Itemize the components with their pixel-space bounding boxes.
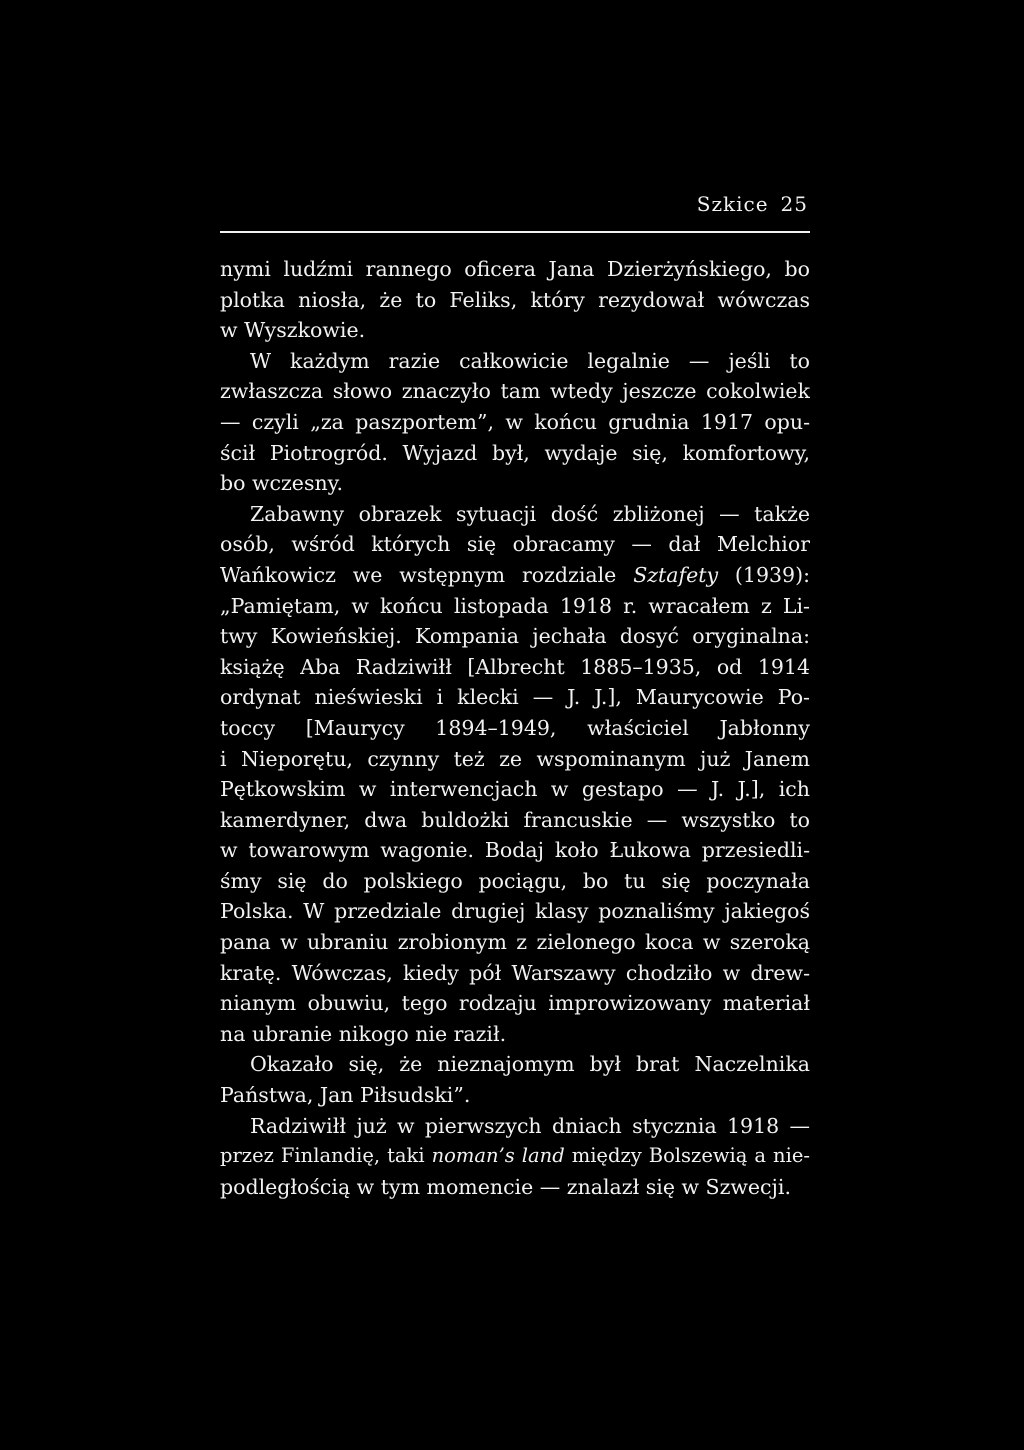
text-line [220,285,810,316]
italic-title: Sztafety [633,562,719,587]
text-line [220,866,810,897]
line-text: kamerdyner, dwa buldożki francuskie — wszystko to [220,807,810,832]
line-text: książę Aba Radziwiłł [Albrecht 1885–1935, od 1914 [220,654,810,679]
text-line [220,468,810,499]
line-text: nianym obuwiu, tego rodzaju improwizowany materiał [220,991,810,1016]
text-line [220,315,810,346]
line-text: nymi ludźmi rannego oficera Jana Dzierżyńskiego, bo [220,257,810,281]
line-text: na ubranie nikogo nie raził. [220,1021,507,1046]
line-text: pana w ubraniu zrobionym z zielonego koca w szeroką [220,930,810,955]
line-text: bo wczesny. [220,471,344,496]
text-line [220,652,810,683]
line-text: Polska. W przedziale drugiej klasy poznaliśmy jakiegoś [220,899,810,924]
line-text: Wańkowicz we wstępnym rozdziale [220,562,634,587]
line-text: w Wyszkowie. [220,318,366,343]
line-text: śmy się do polskiego pociągu, bo tu się poczynała [220,868,810,893]
running-title: Szkice [696,192,769,216]
text-line [220,621,810,652]
line-text-after: (1939): [718,562,810,587]
text-line [220,591,810,622]
text-line [220,835,810,866]
line-text: Zabawny obrazek sytuacji dość zbliżonej — także [250,501,810,526]
line-text: toccy [Maurycy 1894–1949, właściciel Jabłonny [220,715,810,740]
line-text: Państwa, Jan Piłsudski”. [220,1083,471,1108]
text-line [220,1019,810,1050]
text-line [220,958,810,989]
text-line [220,988,810,1019]
text-line [220,499,810,530]
body-text [220,254,810,1202]
text-line [220,560,810,591]
line-text: — czyli „za paszportem”, w końcu grudnia 1917 opu- [220,409,810,434]
line-text: „Pamiętam, w końcu listopada 1918 r. wracałem z Li- [220,593,810,618]
line-text: kratę. Wówczas, kiedy pół Warszawy chodziło w drew- [220,960,810,985]
line-text: Radziwiłł już w pierwszych dniach stycznia 1918 — [250,1113,810,1138]
text-line [220,407,810,438]
header-text [697,192,808,216]
line-text: podległością w tym momencie — znalazł się w Szwecji. [220,1174,791,1199]
line-text: Pętkowskim w interwencjach w gestapo — J. J.], ich [220,777,810,802]
running-header [220,192,810,222]
line-text: i Nieporętu, czynny też ze wspominanym już Janem [220,746,810,771]
text-line [220,438,810,469]
line-text: Okazało się, że nieznajomym był brat Naczelnika [250,1052,810,1077]
text-line [220,1172,810,1203]
line-text: ścił Piotrogród. Wyjazd był, wydaje się, komfortowy, [220,440,810,465]
text-line [220,713,810,744]
text-line [220,1141,810,1172]
text-line [220,1111,810,1142]
text-line [220,682,810,713]
line-text: osób, wśród których się obracamy — dał Melchior [220,532,810,557]
header-rule [220,231,810,233]
text-line [220,805,810,836]
line-text: w towarowym wagonie. Bodaj koło Łukowa przesiedli- [220,838,810,863]
text-line [220,774,810,805]
text-line [220,529,810,560]
text-line [220,896,810,927]
line-text: ordynat nieświeski i klecki — J. J.], Maurycowie Po- [220,685,810,710]
line-text: W każdym razie całkowicie legalnie — jeśli to [250,348,810,373]
text-line [220,376,810,407]
text-line [220,254,810,285]
line-text: plotka niosła, że to Feliks, który rezydował wówczas [220,287,810,312]
line-text-after: między Bolszewią a nie- [564,1144,810,1168]
line-text: przez Finlandię, taki [220,1144,432,1168]
italic-title: noman’s land [431,1144,565,1168]
text-line [220,1080,810,1111]
text-line [220,927,810,958]
line-text: zwłaszcza słowo znaczyło tam wtedy jeszcze cokolwiek [220,379,810,404]
page-number: 25 [780,192,808,216]
line-text: twy Kowieńskiej. Kompania jechała dosyć oryginalna: [220,624,810,649]
text-line [220,1049,810,1080]
text-line [220,346,810,377]
text-line [220,744,810,775]
